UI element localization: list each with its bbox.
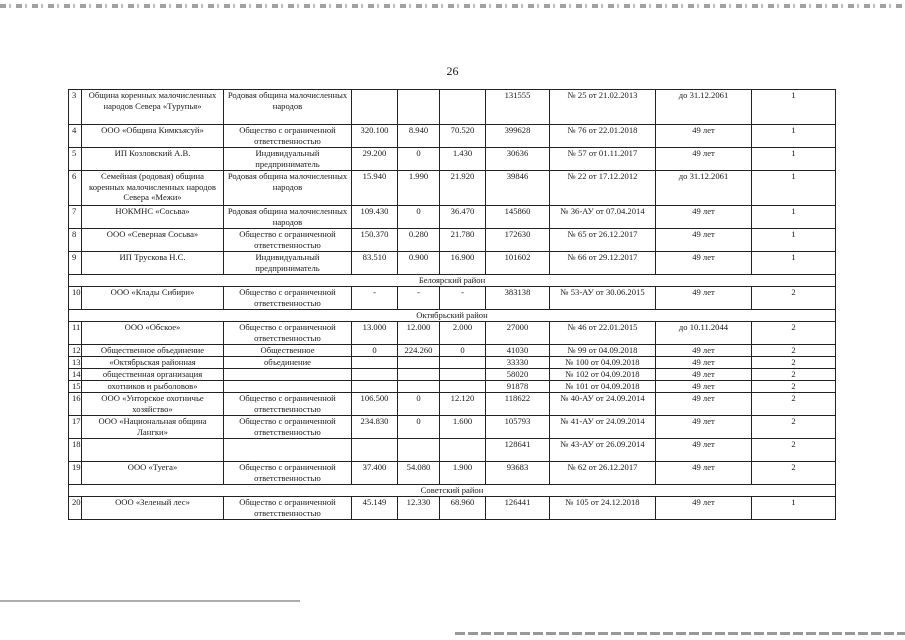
term-cell: 49 лет bbox=[656, 345, 752, 357]
row-number-cell: 15 bbox=[69, 381, 82, 393]
value-a-cell: 13.000 bbox=[352, 322, 398, 345]
table-row bbox=[69, 369, 836, 381]
holder-name-cell: ООО «Община Кимкъясуй» bbox=[82, 125, 224, 148]
value-a-cell: 106.500 bbox=[352, 393, 398, 416]
value-b-cell: 54.080 bbox=[398, 462, 440, 485]
holder-name-cell: ООО «Обское» bbox=[82, 322, 224, 345]
row-number-cell: 4 bbox=[69, 125, 82, 148]
category-cell: 2 bbox=[752, 462, 836, 485]
agreement-cell: № 22 от 17.12.2012 bbox=[550, 171, 656, 206]
area-cell: 27000 bbox=[486, 322, 550, 345]
area-cell: 126441 bbox=[486, 497, 550, 520]
category-cell: 2 bbox=[752, 369, 836, 381]
table-row bbox=[69, 462, 836, 485]
table-row bbox=[69, 497, 836, 520]
holder-name-cell bbox=[82, 439, 224, 462]
area-cell: 399628 bbox=[486, 125, 550, 148]
holder-name-cell: ИП Трускова Н.С. bbox=[82, 252, 224, 275]
agreement-cell: № 40-АУ от 24.09.2014 bbox=[550, 393, 656, 416]
value-a-cell: 150.370 bbox=[352, 229, 398, 252]
value-b-cell bbox=[398, 90, 440, 125]
holder-type-cell: Индивидуальный предприниматель bbox=[224, 252, 352, 275]
agreement-cell: № 46 от 22.01.2015 bbox=[550, 322, 656, 345]
holder-type-cell: Общество с ограниченной ответственностью bbox=[224, 322, 352, 345]
holder-name-cell: ООО «Национальная община Лангки» bbox=[82, 416, 224, 439]
category-cell: 1 bbox=[752, 90, 836, 125]
value-a-cell: 15.940 bbox=[352, 171, 398, 206]
row-number-cell: 3 bbox=[69, 90, 82, 125]
holder-name-cell: ООО «Зеленый лес» bbox=[82, 497, 224, 520]
category-cell: 2 bbox=[752, 345, 836, 357]
area-cell: 91878 bbox=[486, 381, 550, 393]
holder-type-cell: Общество с ограниченной ответственностью bbox=[224, 416, 352, 439]
area-cell: 30636 bbox=[486, 148, 550, 171]
area-cell: 383138 bbox=[486, 287, 550, 310]
agreement-cell: № 101 от 04.09.2018 bbox=[550, 381, 656, 393]
value-c-cell: 2.000 bbox=[440, 322, 486, 345]
holder-type-cell: Родовая община малочисленных народов bbox=[224, 171, 352, 206]
value-b-cell bbox=[398, 357, 440, 369]
value-b-cell: 0 bbox=[398, 393, 440, 416]
scan-edge-bottom-left bbox=[0, 600, 300, 602]
table-row bbox=[69, 345, 836, 357]
row-number-cell: 18 bbox=[69, 439, 82, 462]
holder-name-cell: охотников и рыболовов» bbox=[82, 381, 224, 393]
term-cell: 49 лет bbox=[656, 439, 752, 462]
section-title: Советский район bbox=[69, 485, 836, 497]
agreement-cell: № 57 от 01.11.2017 bbox=[550, 148, 656, 171]
row-number-cell: 11 bbox=[69, 322, 82, 345]
section-row bbox=[69, 275, 836, 287]
value-b-cell: 224.260 bbox=[398, 345, 440, 357]
table-row bbox=[69, 381, 836, 393]
area-cell: 105793 bbox=[486, 416, 550, 439]
section-title: Октябрьский район bbox=[69, 310, 836, 322]
term-cell: 49 лет bbox=[656, 252, 752, 275]
area-cell: 145860 bbox=[486, 206, 550, 229]
agreement-cell: № 62 от 26.12.2017 bbox=[550, 462, 656, 485]
value-a-cell: 37.400 bbox=[352, 462, 398, 485]
category-cell: 2 bbox=[752, 287, 836, 310]
holder-type-cell: Родовая община малочисленных народов bbox=[224, 90, 352, 125]
row-number-cell: 8 bbox=[69, 229, 82, 252]
value-a-cell: 83.510 bbox=[352, 252, 398, 275]
table-row bbox=[69, 229, 836, 252]
agreement-cell: № 102 от 04.09.2018 bbox=[550, 369, 656, 381]
term-cell: 49 лет bbox=[656, 357, 752, 369]
holder-type-cell bbox=[224, 439, 352, 462]
term-cell: до 10.11.2044 bbox=[656, 322, 752, 345]
category-cell: 1 bbox=[752, 148, 836, 171]
category-cell: 2 bbox=[752, 357, 836, 369]
value-b-cell: 8.940 bbox=[398, 125, 440, 148]
table-row bbox=[69, 439, 836, 462]
category-cell: 1 bbox=[752, 125, 836, 148]
value-c-cell: 36.470 bbox=[440, 206, 486, 229]
holder-type-cell: Общество с ограниченной ответственностью bbox=[224, 125, 352, 148]
value-b-cell: 1.990 bbox=[398, 171, 440, 206]
area-cell: 41030 bbox=[486, 345, 550, 357]
value-b-cell: - bbox=[398, 287, 440, 310]
holder-name-cell: Общественное объединение bbox=[82, 345, 224, 357]
holder-name-cell: общественная организация bbox=[82, 369, 224, 381]
scan-edge-top bbox=[0, 4, 905, 8]
value-b-cell: 0.280 bbox=[398, 229, 440, 252]
category-cell: 1 bbox=[752, 497, 836, 520]
value-c-cell: 21.780 bbox=[440, 229, 486, 252]
agreement-cell: № 25 от 21.02.2013 bbox=[550, 90, 656, 125]
value-a-cell bbox=[352, 381, 398, 393]
holder-name-cell: ООО «Северная Сосьва» bbox=[82, 229, 224, 252]
value-b-cell bbox=[398, 369, 440, 381]
row-number-cell: 16 bbox=[69, 393, 82, 416]
value-c-cell: 12.120 bbox=[440, 393, 486, 416]
value-c-cell: 1.900 bbox=[440, 462, 486, 485]
category-cell: 2 bbox=[752, 416, 836, 439]
value-a-cell bbox=[352, 439, 398, 462]
agreement-cell: № 76 от 22.01.2018 bbox=[550, 125, 656, 148]
agreement-cell: № 65 от 26.12.2017 bbox=[550, 229, 656, 252]
value-a-cell bbox=[352, 369, 398, 381]
value-b-cell: 0 bbox=[398, 416, 440, 439]
section-row bbox=[69, 310, 836, 322]
holder-type-cell: Общество с ограниченной ответственностью bbox=[224, 393, 352, 416]
row-number-cell: 14 bbox=[69, 369, 82, 381]
area-cell: 101602 bbox=[486, 252, 550, 275]
scan-edge-bottom-right bbox=[455, 632, 905, 635]
term-cell: 49 лет bbox=[656, 125, 752, 148]
table-row bbox=[69, 393, 836, 416]
term-cell: до 31.12.2061 bbox=[656, 171, 752, 206]
category-cell: 2 bbox=[752, 322, 836, 345]
holder-name-cell: Семейная (родовая) община коренных малочисленных народов Севера «Межи» bbox=[82, 171, 224, 206]
area-cell: 33330 bbox=[486, 357, 550, 369]
category-cell: 2 bbox=[752, 393, 836, 416]
holder-name-cell: «Октябрьская районная bbox=[82, 357, 224, 369]
term-cell: 49 лет bbox=[656, 369, 752, 381]
term-cell: 49 лет bbox=[656, 393, 752, 416]
page-number: 26 bbox=[446, 64, 459, 78]
agreement-cell: № 99 от 04.09.2018 bbox=[550, 345, 656, 357]
row-number-cell: 19 bbox=[69, 462, 82, 485]
holder-name-cell: Община коренных малочисленных народов Севера «Турупья» bbox=[82, 90, 224, 125]
holder-name-cell: ИП Козловский А.В. bbox=[82, 148, 224, 171]
value-c-cell: - bbox=[440, 287, 486, 310]
row-number-cell: 17 bbox=[69, 416, 82, 439]
holder-type-cell: Общественное bbox=[224, 345, 352, 357]
term-cell: 49 лет bbox=[656, 148, 752, 171]
term-cell: 49 лет bbox=[656, 206, 752, 229]
agreement-cell: № 41-АУ от 24.09.2014 bbox=[550, 416, 656, 439]
table-row bbox=[69, 148, 836, 171]
value-c-cell: 1.600 bbox=[440, 416, 486, 439]
area-cell: 128641 bbox=[486, 439, 550, 462]
row-number-cell: 5 bbox=[69, 148, 82, 171]
value-a-cell: 109.430 bbox=[352, 206, 398, 229]
holder-type-cell: объединение bbox=[224, 357, 352, 369]
row-number-cell: 20 bbox=[69, 497, 82, 520]
value-a-cell: - bbox=[352, 287, 398, 310]
value-c-cell bbox=[440, 439, 486, 462]
row-number-cell: 12 bbox=[69, 345, 82, 357]
area-cell: 131555 bbox=[486, 90, 550, 125]
row-number-cell: 9 bbox=[69, 252, 82, 275]
holder-type-cell: Общество с ограниченной ответственностью bbox=[224, 462, 352, 485]
area-cell: 172630 bbox=[486, 229, 550, 252]
term-cell: 49 лет bbox=[656, 497, 752, 520]
row-number-cell: 6 bbox=[69, 171, 82, 206]
value-c-cell bbox=[440, 90, 486, 125]
row-number-cell: 13 bbox=[69, 357, 82, 369]
agreement-cell: № 43-АУ от 26.09.2014 bbox=[550, 439, 656, 462]
value-c-cell bbox=[440, 369, 486, 381]
value-c-cell bbox=[440, 381, 486, 393]
value-a-cell: 0 bbox=[352, 345, 398, 357]
term-cell: 49 лет bbox=[656, 416, 752, 439]
holder-type-cell: Общество с ограниченной ответственностью bbox=[224, 287, 352, 310]
table-row bbox=[69, 416, 836, 439]
table-row bbox=[69, 252, 836, 275]
value-a-cell: 234.830 bbox=[352, 416, 398, 439]
term-cell: 49 лет bbox=[656, 381, 752, 393]
agreement-cell: № 100 от 04.09.2018 bbox=[550, 357, 656, 369]
agreement-cell: № 36-АУ от 07.04.2014 bbox=[550, 206, 656, 229]
holder-type-cell: Общество с ограниченной ответственностью bbox=[224, 229, 352, 252]
value-c-cell: 1.430 bbox=[440, 148, 486, 171]
category-cell: 1 bbox=[752, 206, 836, 229]
area-cell: 93683 bbox=[486, 462, 550, 485]
term-cell: 49 лет bbox=[656, 229, 752, 252]
value-a-cell: 320.100 bbox=[352, 125, 398, 148]
register-table bbox=[68, 89, 836, 520]
row-number-cell: 10 bbox=[69, 287, 82, 310]
category-cell: 1 bbox=[752, 229, 836, 252]
agreement-cell: № 66 от 29.12.2017 bbox=[550, 252, 656, 275]
table-row bbox=[69, 206, 836, 229]
value-b-cell: 0 bbox=[398, 148, 440, 171]
holder-type-cell bbox=[224, 381, 352, 393]
value-a-cell bbox=[352, 90, 398, 125]
agreement-cell: № 53-АУ от 30.06.2015 bbox=[550, 287, 656, 310]
category-cell: 1 bbox=[752, 252, 836, 275]
term-cell: до 31.12.2061 bbox=[656, 90, 752, 125]
category-cell: 2 bbox=[752, 439, 836, 462]
value-b-cell: 0.900 bbox=[398, 252, 440, 275]
value-b-cell bbox=[398, 439, 440, 462]
value-b-cell: 12.330 bbox=[398, 497, 440, 520]
area-cell: 118622 bbox=[486, 393, 550, 416]
table-row bbox=[69, 357, 836, 369]
row-number-cell: 7 bbox=[69, 206, 82, 229]
section-title: Белоярский район bbox=[69, 275, 836, 287]
table-row bbox=[69, 322, 836, 345]
table-row bbox=[69, 171, 836, 206]
agreement-cell: № 105 от 24.12.2018 bbox=[550, 497, 656, 520]
table-row bbox=[69, 125, 836, 148]
value-c-cell: 68.960 bbox=[440, 497, 486, 520]
holder-type-cell bbox=[224, 369, 352, 381]
value-b-cell: 12.000 bbox=[398, 322, 440, 345]
term-cell: 49 лет bbox=[656, 462, 752, 485]
area-cell: 58020 bbox=[486, 369, 550, 381]
value-b-cell: 0 bbox=[398, 206, 440, 229]
table-row bbox=[69, 90, 836, 125]
category-cell: 2 bbox=[752, 381, 836, 393]
value-a-cell bbox=[352, 357, 398, 369]
value-b-cell bbox=[398, 381, 440, 393]
value-c-cell: 21.920 bbox=[440, 171, 486, 206]
holder-name-cell: ООО «Туега» bbox=[82, 462, 224, 485]
value-c-cell bbox=[440, 357, 486, 369]
holder-name-cell: ООО «Унторское охотничье хозяйство» bbox=[82, 393, 224, 416]
table-row bbox=[69, 287, 836, 310]
value-a-cell: 45.149 bbox=[352, 497, 398, 520]
holder-type-cell: Общество с ограниченной ответственностью bbox=[224, 497, 352, 520]
holder-type-cell: Родовая община малочисленных народов bbox=[224, 206, 352, 229]
value-a-cell: 29.200 bbox=[352, 148, 398, 171]
term-cell: 49 лет bbox=[656, 287, 752, 310]
value-c-cell: 0 bbox=[440, 345, 486, 357]
section-row bbox=[69, 485, 836, 497]
value-c-cell: 70.520 bbox=[440, 125, 486, 148]
holder-type-cell: Индивидуальный предприниматель bbox=[224, 148, 352, 171]
category-cell: 1 bbox=[752, 171, 836, 206]
holder-name-cell: НОКМНС «Сосьва» bbox=[82, 206, 224, 229]
holder-name-cell: ООО «Клады Сибири» bbox=[82, 287, 224, 310]
value-c-cell: 16.900 bbox=[440, 252, 486, 275]
area-cell: 39846 bbox=[486, 171, 550, 206]
